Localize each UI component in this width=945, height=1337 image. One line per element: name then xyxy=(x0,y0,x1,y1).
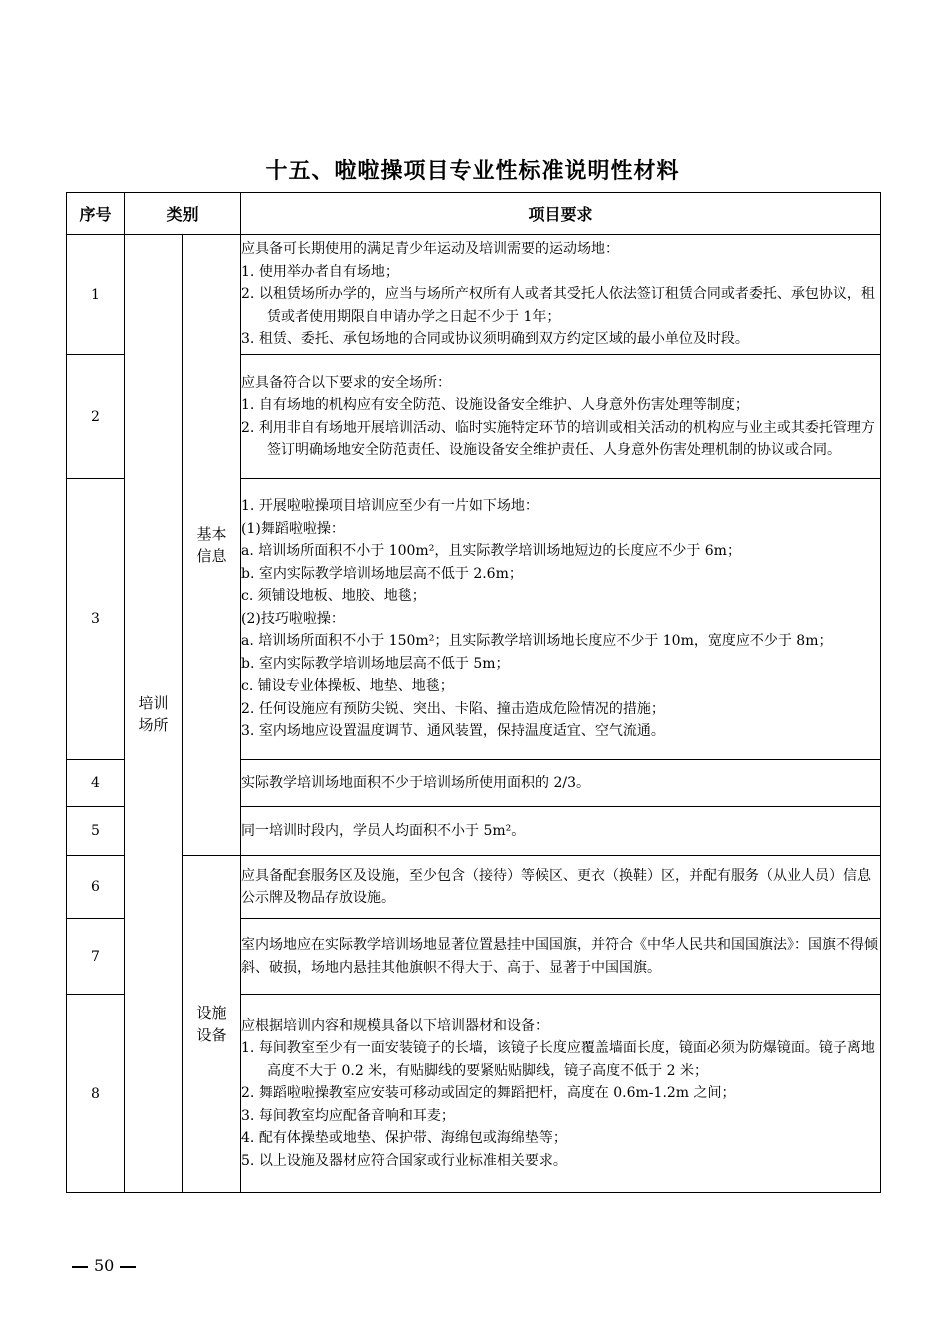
row-number: 6 xyxy=(67,856,125,919)
dash-left xyxy=(72,1266,88,1268)
requirement-line: (1)舞蹈啦啦操： xyxy=(241,520,345,537)
table-row xyxy=(67,856,881,919)
requirement-line: 1. 每间教室至少有一面安装镜子的长墙，该镜子长度应覆盖墙面长度，镜面必须为防爆镜面。镜子离地高度不大于 0.2 米，有贴脚线的要紧贴贴脚线，镜子高度不低于 2 米； xyxy=(241,1040,875,1079)
row-number: 5 xyxy=(67,807,125,856)
requirement-cell xyxy=(241,807,881,856)
subcategory-basic-cell xyxy=(183,235,241,856)
requirement-line: 3. 租赁、委托、承包场地的合同或协议须明确到双方约定区域的最小单位及时段。 xyxy=(241,331,749,348)
requirement-line: 应具备符合以下要求的安全场所： xyxy=(241,374,452,391)
requirement-line: 1. 自有场地的机构应有安全防范、设施设备安全维护、人身意外伤害处理等制度； xyxy=(241,397,749,413)
requirement-cell xyxy=(241,760,881,807)
requirement-line: b. 室内实际教学培训场地层高不低于 2.6m； xyxy=(241,565,523,582)
requirements-table xyxy=(66,192,881,1193)
page-number: 50 xyxy=(94,1256,115,1275)
requirement-line: 3. 每间教室均应配备音响和耳麦； xyxy=(241,1107,455,1124)
subcategory-basic-label: 基本信息 xyxy=(196,525,227,565)
requirement-line: c. 须铺设地板、地胶、地毯； xyxy=(241,588,426,605)
requirement-cell xyxy=(241,919,881,995)
requirement-line: 1. 使用举办者自有场地； xyxy=(241,263,399,280)
requirement-line: a. 培训场所面积不小于 100m²，且实际教学培训场地短边的长度应不少于 6m； xyxy=(241,543,741,560)
requirement-line: 应具备可长期使用的满足青少年运动及培训需要的运动场地： xyxy=(241,241,620,258)
requirement-line: 2. 以租赁场所办学的，应当与场所产权所有人或者其受托人依法签订租赁合同或者委托、承包协议，租赁或者使用期限自申请办学之日起不少于 1年； xyxy=(241,286,875,325)
requirement-line: a. 培训场所面积不小于 150m²；且实际教学培训场地长度应不少于 10m，宽度应不少于 8m； xyxy=(241,633,833,650)
requirement-line: 实际教学培训场地面积不少于培训场所使用面积的 2/3。 xyxy=(241,774,590,791)
row-number: 1 xyxy=(67,235,125,355)
requirement-cell xyxy=(241,995,881,1193)
requirement-cell xyxy=(241,235,881,355)
document-title: 十五、啦啦操项目专业性标准说明性材料 xyxy=(265,159,680,184)
category-main-label: 培训场所 xyxy=(138,693,169,734)
requirement-cell xyxy=(241,856,881,919)
category-main-cell xyxy=(125,235,183,1193)
table-row xyxy=(67,235,881,355)
header-category: 类别 xyxy=(125,193,241,235)
requirement-line: 3. 室内场地应设置温度调节、通风装置，保持温度适宜、空气流通。 xyxy=(241,723,665,740)
table-header-row xyxy=(67,193,881,235)
dash-right xyxy=(120,1266,136,1268)
requirement-line: 同一培训时段内，学员人均面积不小于 5m²。 xyxy=(241,822,526,839)
row-number: 3 xyxy=(67,479,125,760)
requirement-line: 4. 配有体操垫或地垫、保护带、海绵包或海绵垫等； xyxy=(241,1130,567,1147)
requirement-cell xyxy=(241,355,881,479)
page-footer xyxy=(66,1256,142,1275)
header-no: 序号 xyxy=(67,193,125,235)
requirement-line: 2. 舞蹈啦啦操教室应安装可移动或固定的舞蹈把杆，高度在 0.6m-1.2m 之间； xyxy=(241,1085,736,1102)
requirement-line: 应具备配套服务区及设施，至少包含（接待）等候区、更衣（换鞋）区，并配有服务（从业人员）信息公示牌及物品存放设施。 xyxy=(241,867,872,906)
requirement-line: 1. 开展啦啦操项目培训应至少有一片如下场地： xyxy=(241,498,539,515)
requirement-cell xyxy=(241,479,881,760)
requirement-line: 2. 任何设施应有预防尖锐、突出、卡陷、撞击造成危险情况的措施； xyxy=(241,700,665,717)
row-number: 2 xyxy=(67,355,125,479)
row-number: 7 xyxy=(67,919,125,995)
requirement-line: 应根据培训内容和规模具备以下培训器材和设备： xyxy=(241,1017,550,1034)
subcategory-facility-label: 设施设备 xyxy=(196,1004,227,1044)
requirement-line: 室内场地应在实际教学培训场地显著位置悬挂中国国旗，并符合《中华人民共和国国旗法》：国旗不得倾斜、破损，场地内悬挂其他旗帜不得大于、高于、显著于中国国旗。 xyxy=(241,937,879,976)
subcategory-facility-cell xyxy=(183,856,241,1193)
requirement-line: c. 铺设专业体操板、地垫、地毯； xyxy=(241,678,454,695)
requirement-line: 2. 利用非自有场地开展培训活动、临时实施特定环节的培训或相关活动的机构应与业主或其委托管理方签订明确场地安全防范责任、设施设备安全维护责任、人身意外伤害处理机制的协议或合同。 xyxy=(241,419,875,458)
requirement-line: b. 室内实际教学培训场地层高不低于 5m； xyxy=(241,655,510,672)
row-number: 4 xyxy=(67,760,125,807)
header-requirement: 项目要求 xyxy=(241,193,881,235)
row-number: 8 xyxy=(67,995,125,1193)
requirement-line: 5. 以上设施及器材应符合国家或行业标准相关要求。 xyxy=(241,1152,567,1169)
requirement-line: (2)技巧啦啦操： xyxy=(241,610,345,627)
